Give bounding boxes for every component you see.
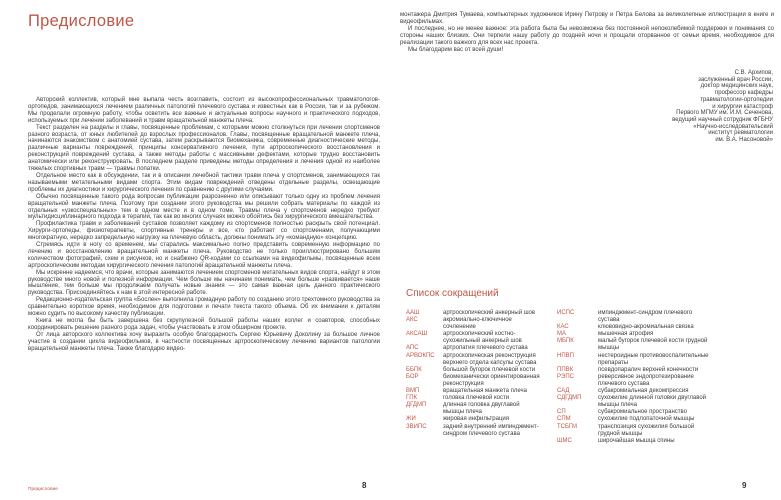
page-number-right: 9 (742, 481, 747, 490)
abbr-definition: артроскопический анкерный шов (443, 310, 536, 316)
abbr-definition: сухожилие длинной головки двуглавой мышцы плеча (598, 395, 707, 409)
abbr-row (557, 353, 775, 367)
abbr-definition: мышечная атрофия (598, 331, 654, 338)
author-line: заслуженный врач России, (698, 76, 773, 83)
abbr-row (406, 416, 546, 423)
abbr-code: ППВК (557, 366, 574, 373)
abbr-row (557, 395, 775, 409)
author-line: им. В.А. Насоновой» (715, 137, 773, 144)
abbr-definition: реверсивное эндопротезирование плечевого сустава (598, 373, 694, 387)
paragraph: Книга не могла бы быть завершена без скрупулезной большой работы наших коллег и соавторов, способных координировать решение разного рода задач, чтобы участвовать в этом обширном проекте. (28, 318, 380, 331)
abbr-code: АКС (406, 317, 418, 324)
abbr-code: СП (557, 409, 566, 416)
paragraph: Мы благодарим вас от всей души! (408, 46, 504, 53)
abbr-definition: акромиально-ключичное сочленение (443, 317, 512, 331)
abbr-code: СДГДМП (557, 395, 582, 402)
abbr-code: ББПК (406, 366, 422, 373)
author-line: «Научно-исследовательский (693, 123, 773, 130)
preface-text-right (400, 12, 774, 53)
abbr-code: САД (557, 388, 570, 395)
paragraph: И последнее, но не менее важное: эта работа была бы невозможна без постоянной непоколебимой поддержки и понимания со стороны наших близких. Они терпели нашу работу до поздней ночи и прощали оторванное от семьи время, необходимое для реализации такого важного для всех нас проекта. (400, 25, 774, 46)
abbr-definition: артропатия плечевого сустава (443, 345, 528, 352)
abbr-row (406, 402, 546, 416)
abbr-row (557, 324, 775, 331)
abbr-row (406, 424, 546, 438)
abbr-row (557, 310, 775, 324)
paragraph: Отдельное место как в обсуждении, так и в описании лечебной тактики травм плеча у спортсменов, занимающихся так называемыми метательными видами спорта. Этим видам повреждений отведены отдельные разделы, освещающие проблемы их диагностики и хирургического лечения по сравнению с другими случаями. (28, 172, 380, 193)
preface-text-left (28, 97, 380, 353)
paragraph: Обычно посвященные такого рода вопросам публикации разрозненно или описывают только одну из проблем лечения вращательной манжеты плеча. Поэтому при создании этого руководства мы решили собрать материалы по каждой из отдельных «узкоспециальных» тем в одном месте и в одном томе. Травмы плеча у спортсменов нередко требуют мультидисциплинарного подхода в терапии, так как во многих случаях можно обойтись без хирургического вмешательства. (28, 193, 380, 221)
paragraph: Мы искренне надеемся, что врачи, которые занимаются лечением спортсменов метательных видов спорта, найдут в этом руководстве много новой и полезной информации. Чем больше мы начинаем понимать, чем больше «развивается» наше мышление, тем больше мы продолжаем получать новые знания — это самая важная цель данного практического руководства. Присоединяйтесь к нам в этой интересной работе. (28, 269, 380, 297)
abbr-row (557, 374, 775, 388)
abbr-row (557, 438, 775, 445)
author-line: доктор медицинских наук, (700, 83, 773, 90)
author-line: и хирургии катастроф (712, 103, 773, 110)
abbr-row (557, 367, 775, 374)
paragraph: Профилактика травм и заболеваний суставов позволяет каждому из спортсменов полностью раскрыть свой потенциал. Хирурги-ортопеды, физиотерапевты, спортивные тренеры и все, кто работает со спортсменами, получающими многократную, нередко запредельную нагрузку на плечевую область, должны понимать эту «командную» концепцию. (28, 221, 380, 242)
abbr-row (406, 317, 546, 331)
abbr-code: КАС (557, 324, 569, 331)
abbr-row (557, 424, 775, 438)
abbr-definition: артроскопический костно-сухожильный анкерный шов (443, 331, 522, 345)
abbr-code: ГПК (406, 395, 418, 402)
paragraph: Стремясь идти в ногу со временем, мы старались максимально полно представить современную информацию по лечению и восстановлению вращательной манжеты плеча. Руководство не только проиллюстрировано большим количеством фотографий, схем и рисунков, но и снабжено QR-кодами со ссылками на видеофильмы, посвященные всем артроскопическим методам хирургического лечения патологий вращательной манжеты плеча. (28, 242, 380, 269)
abbr-row (406, 331, 546, 345)
abbr-definition: головка плечевой кости (443, 395, 510, 402)
abbr-definition: субакромиальное пространство (598, 409, 687, 416)
abbr-definition: импинджмент-синдром плечевого сустава (598, 310, 693, 324)
abbr-definition: широчайшая мышца спины (598, 437, 675, 444)
author-line: Первого МГМУ им. И.М. Сеченова, (676, 110, 773, 117)
abbr-definition: жировая инфильтрация (443, 416, 509, 423)
abbr-code: ЖИ (406, 416, 416, 423)
abbr-code: АПС (406, 345, 419, 352)
abbr-code: ТСБГМ (557, 423, 578, 430)
abbr-code: РЭПС (557, 373, 574, 380)
abbr-code: БОР (406, 373, 419, 380)
abbr-definition: псевдопаралич верхней конечности (598, 366, 699, 373)
footer-section-label: Предисловие (28, 487, 58, 492)
abbr-definition: клювовидно-акромиальная связка (598, 324, 694, 331)
abbr-row (557, 416, 775, 423)
abbr-code: ЗВИПС (406, 423, 427, 430)
abbr-definition: малый бугорок плечевой кости грудной мышцы (598, 338, 708, 352)
abbr-definition: субакромиальная декомпрессия (598, 388, 689, 395)
author-line: институт ревматологии (708, 130, 773, 137)
abbr-row (406, 353, 546, 367)
abbr-code: МА (557, 331, 566, 338)
paragraph: Редакционно-издательская группа «Бослен» выполнила громадную работу по созданию этого трехтомного руководства за сравнительно короткое время, необходимое для подготовки и печати текста такого объема. Об их внимании к деталям можно судить по высокому качеству публикации. (28, 297, 380, 318)
abbreviations-column-left (406, 310, 546, 438)
abbr-definition: вращательная манжета плеча (443, 388, 527, 395)
abbreviations-column-right (557, 310, 775, 445)
abbr-definition: биомеханически ориентированная реконструкция (443, 373, 540, 387)
abbr-code: ВМП (406, 388, 420, 395)
abbr-definition: длинная головка двуглавой мышцы плеча (443, 402, 520, 416)
abbr-code: АКСАШ (406, 331, 428, 338)
abbr-row (406, 345, 546, 352)
abbr-code: ИСПС (557, 310, 575, 316)
author-line: травматологии-ортопедии (700, 96, 773, 103)
abbreviations-heading: Список сокращений (406, 288, 499, 299)
abbr-code: ШМС (557, 437, 572, 444)
abbr-definition: сухожилие подлопаточной мышцы (598, 416, 695, 423)
author-line: С.В. Архипов, (734, 70, 773, 76)
abbr-code: АРВОКПС (406, 352, 435, 359)
abbr-code: МБПК (557, 338, 574, 345)
abbr-definition: транспозиция сухожилия большой грудной мышцы (598, 423, 695, 437)
paragraph: От лица авторского коллектива хочу выразить особую благодарность Сергею Юрьевичу Доколину за большое личное участие в создании цикла видеофильмов, в частности посвященных артроскопическому лечению вариантов патологии вращательной манжеты плеча. Также благодарю видео- (28, 331, 380, 352)
abbr-definition: большой бугорок плечевой кости (443, 366, 536, 373)
abbr-code: СПМ (557, 416, 571, 423)
paragraph: монтажера Дмитрия Тумаева, компьютерных художников Ирину Петрову и Петра Белова за великолепные иллюстрации в книге и видеофильмах. (400, 12, 774, 25)
abbr-definition: задний внутренний импинджмент-синдром плечевого сустава (443, 423, 539, 437)
paragraph: Текст разделен на разделы и главы, посвященные проблемам, с которыми можно столкнуться при лечении спортсменов разного возраста, от юных любителей до взрослых профессионалов. Главы, посвященные вращательной манжете плеча, начинаются знакомством с анатомией сустава, затем раскрываются биомеханика, современные диагностические методы, различные варианты повреждений, принципы консервативного лечения, пути артроскопического восстановления и реконструкций повреждений сустава, а также методы работы с массивными дефектами, которые трудно восстановить анатомически или реконструировать. В последнем разделе приведены методы определения и лечения одной из наиболее тяжелых спортивных травм — травмы лопатки. (28, 124, 380, 173)
author-line: профессор кафедры (715, 90, 773, 97)
paragraph: Авторский коллектив, который мне выпала честь возглавить, состоит из высокопрофессиональных травматологов-ортопедов, занимающихся лечением различных патологий плечевого сустава и известных как в России, так и за рубежом. Мы проделали огромную работу, чтобы осветить все важные и актуальные вопросы научного и практического подходов, используемых при лечении заболеваний и травм вращательной манжеты плеча. (28, 97, 380, 124)
page-title: Предисловие (28, 12, 135, 30)
abbr-code: ДГДМП (406, 402, 427, 409)
abbr-row (406, 367, 546, 374)
page-number-left: 8 (362, 481, 367, 490)
abbr-definition: артроскопическая реконструкция верхнего отдела капсулы сустава (443, 352, 537, 366)
abbr-code: НПВП (557, 352, 574, 359)
abbr-definition: нестероидные противовоспалительные препараты (598, 352, 709, 366)
abbr-code: ААШ (406, 310, 420, 316)
abbr-row (406, 310, 546, 317)
author-signature-block (553, 70, 773, 144)
abbr-row (406, 374, 546, 388)
author-line: ведущий научный сотрудник ФГБНУ (672, 116, 773, 123)
abbr-row (557, 338, 775, 352)
